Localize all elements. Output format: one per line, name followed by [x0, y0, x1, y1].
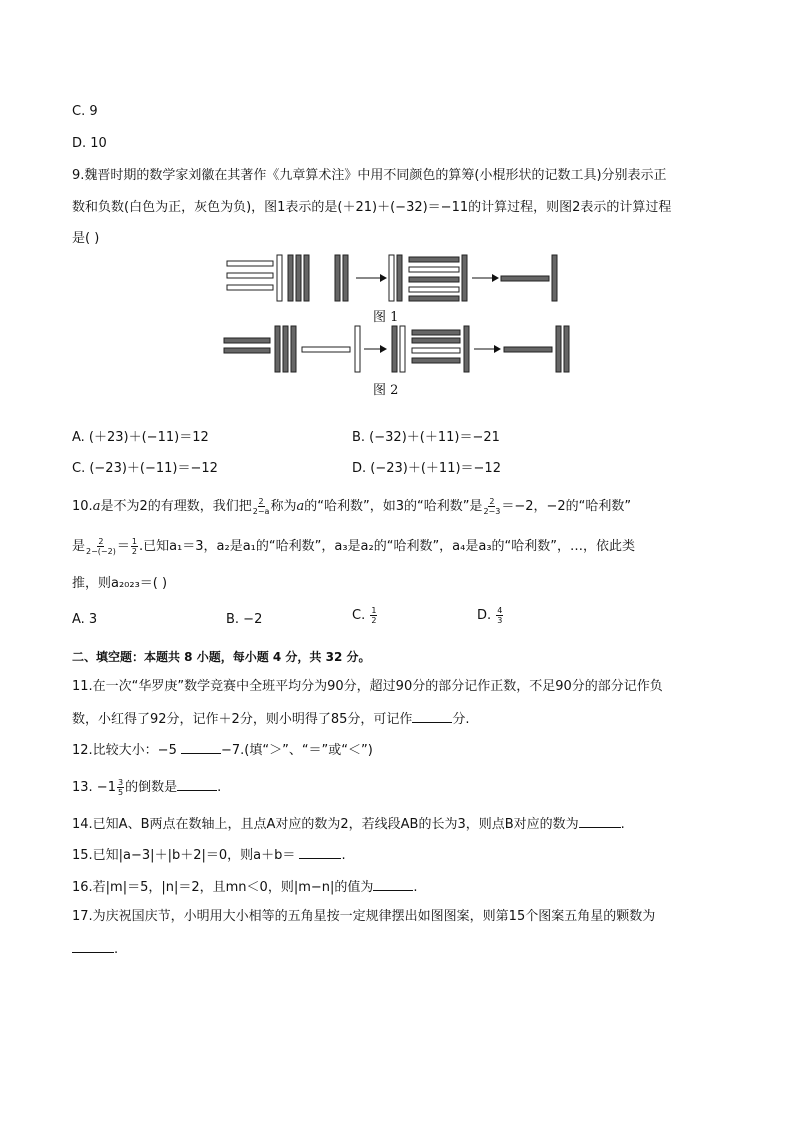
q9-option-d: D. (−23)＋(＋11)＝−12	[352, 461, 501, 476]
q10-option-a: A. 3	[72, 612, 98, 627]
q14-text: 14.已知A、B两点在数轴上，且点A对应的数为2，若线段AB的长为3，则点B对应的数为 .	[72, 813, 625, 835]
q13-text: 13. −1 $\frac{3}{5}$ 的倒数是 .	[72, 778, 222, 797]
q16-text: 16.若|m|＝5，|n|＝2，且mn＜0，则|m−n|的值为 .	[72, 876, 418, 898]
fraction-1-over-2: $\frac{1}{2}$	[131, 537, 137, 556]
q10-text-line1: 10.a是不为2的有理数，我们把 $\frac{2}{2-a}$ 称为a的“哈利数”，如3的“哈利数”是 $\frac{2}{2-3}$ ＝−2，−2的“哈利数”	[72, 497, 632, 516]
q10-option-d: D. $\frac{4}{3}$	[477, 606, 503, 625]
answer-blank[interactable]	[181, 739, 221, 754]
answer-blank[interactable]	[373, 876, 413, 891]
q10-text-line3: 推，则a₂₀₂₃＝( )	[72, 576, 168, 591]
answer-blank[interactable]	[579, 813, 621, 828]
q10-text-line2: 是 $\frac{2}{2-(-2)}$ ＝ $\frac{1}{2}$ .已知a₁＝3，a₂是a₁的“哈利数”，a₃是a₂的“哈利数”，a₄是a₃的“哈利数”，…，依此类	[72, 537, 636, 556]
q8-option-d: D. 10	[72, 136, 107, 151]
q9-option-b: B. (−32)＋(＋11)＝−21	[352, 430, 500, 445]
q8-option-c: C. 9	[72, 104, 98, 119]
fraction-2-over-2-minus-a: $\frac{2}{2-a}$	[252, 497, 270, 516]
fraction-2-over-2-minus-neg2: $\frac{2}{2-(-2)}$	[86, 537, 116, 556]
answer-blank[interactable]	[299, 844, 341, 859]
q10-option-c: C. $\frac{1}{2}$	[352, 606, 377, 625]
figure-2-counting-rods	[222, 324, 574, 374]
q15-text: 15.已知|a−3|＋|b＋2|＝0，则a＋b＝ .	[72, 844, 346, 866]
q9-text-line3: 是( )	[72, 231, 100, 246]
section-2-heading: 二、填空题：本题共 8 小题，每小题 4 分，共 32 分。	[72, 650, 371, 664]
figure-1-counting-rods	[224, 253, 564, 305]
q10-option-b: B. −2	[226, 612, 263, 627]
figure-2-caption: 图 2	[373, 383, 399, 398]
q17-text-line1: 17.为庆祝国庆节，小明用大小相等的五角星按一定规律摆出如图图案，则第15个图案五角星的颗数为	[72, 909, 656, 924]
q17-text-line2: .	[72, 938, 118, 960]
answer-blank[interactable]	[72, 938, 114, 953]
q11-text-line1: 11.在一次“华罗庚”数学竞赛中全班平均分为90分，超过90分的部分记作正数，不足90分的部分记作负	[72, 679, 663, 694]
answer-blank[interactable]	[412, 708, 452, 723]
q9-text-line1: 9.魏晋时期的数学家刘徽在其著作《九章算术注》中用不同颜色的算筹(小棍形状的记数工具)分别表示正	[72, 168, 667, 183]
q11-text-line2: 数，小红得了92分，记作＋2分，则小明得了85分，可记作 分.	[72, 708, 470, 730]
q9-text-line2: 数和负数(白色为正，灰色为负)，图1表示的是(＋21)＋(−32)＝−11的计算过程，则图2表示的计算过程	[72, 200, 672, 215]
figure-1-caption: 图 1	[373, 310, 399, 325]
q12-text: 12.比较大小：−5 −7.(填“＞”、“＝”或“＜”)	[72, 739, 373, 761]
q9-option-a: A. (＋23)＋(−11)＝12	[72, 430, 209, 445]
q9-option-c: C. (−23)＋(−11)＝−12	[72, 461, 218, 476]
fraction-2-over-2-minus-3: $\frac{2}{2-3}$	[483, 497, 501, 516]
answer-blank[interactable]	[177, 776, 217, 791]
